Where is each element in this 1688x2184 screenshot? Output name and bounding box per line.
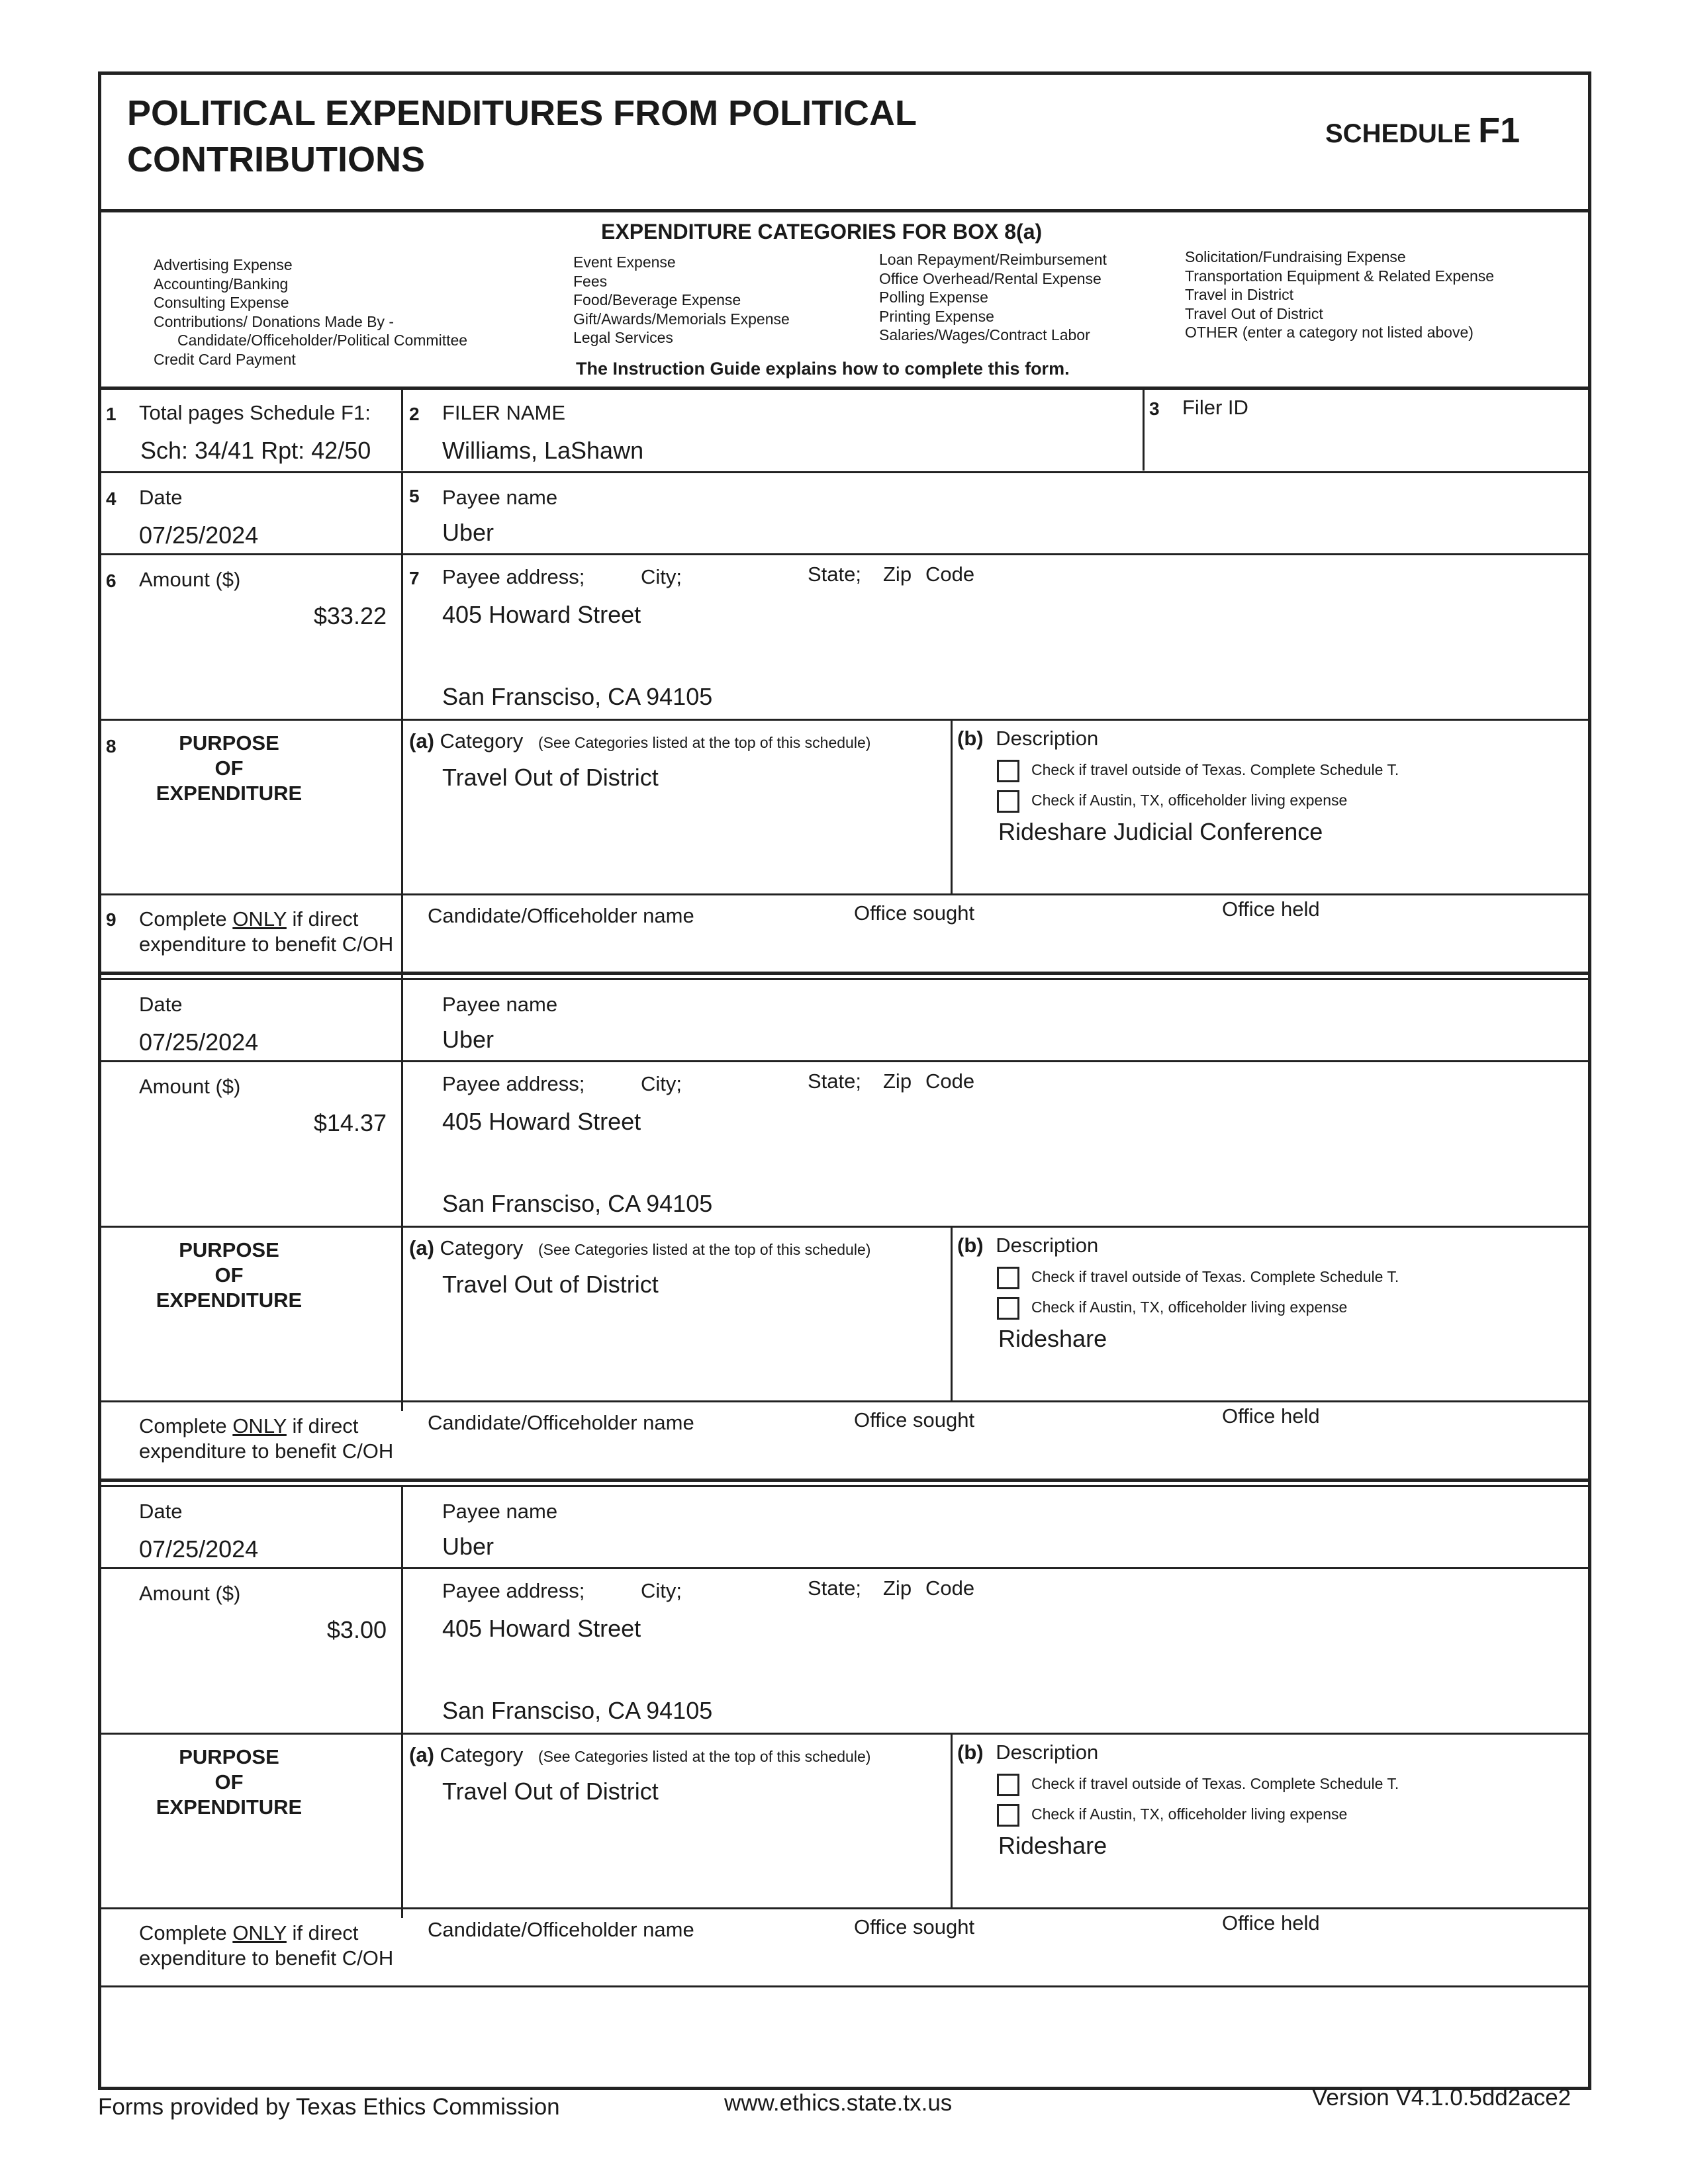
austin-living-expense-checkbox[interactable] xyxy=(997,1804,1019,1827)
categories-col2: Event Expense Fees Food/Beverage Expense Gift/Awards/Memorials Expense Legal Services xyxy=(573,253,790,346)
entry2-address1: 405 Howard Street xyxy=(442,1108,641,1135)
date-label: Date xyxy=(139,486,183,509)
entry1-payee: Uber xyxy=(442,519,494,546)
form-title: POLITICAL EXPENDITURES FROM POLITICAL CONTRIBUTIONS xyxy=(127,93,917,179)
total-pages-label: Total pages Schedule F1: xyxy=(139,401,371,424)
travel-outside-texas-checkbox[interactable] xyxy=(997,1267,1019,1289)
entry1-description: Rideshare Judicial Conference xyxy=(998,818,1323,845)
categories-col3: Loan Repayment/Reimbursement Office Overhead/Rental Expense Polling Expense Printing Expense Salaries/Wages/Contract Labor xyxy=(879,251,1107,343)
entry3-address1: 405 Howard Street xyxy=(442,1615,641,1642)
filer-id-label: Filer ID xyxy=(1182,396,1248,419)
filer-name-value: Williams, LaShawn xyxy=(442,437,644,464)
direct-expenditure-note: Complete ONLY if direct expenditure to benefit C/OH xyxy=(139,907,394,956)
footer-version: Version V4.1.0.5dd2ace2 xyxy=(1312,2085,1571,2111)
categories-col4: Solicitation/Fundraising Expense Transportation Equipment & Related Expense Travel in District Travel Out of District OTHER (enter a category not listed above) xyxy=(1185,248,1495,341)
entry2-payee: Uber xyxy=(442,1026,494,1053)
payee-address-label: Payee address; xyxy=(442,565,585,588)
entry1-amount: $33.22 xyxy=(313,602,387,629)
total-pages-value: Sch: 34/41 Rpt: 42/50 xyxy=(140,437,371,464)
footer-provider: Forms provided by Texas Ethics Commission xyxy=(98,2094,560,2120)
austin-living-expense-checkbox[interactable] xyxy=(997,790,1019,813)
direct-expenditure-note: Complete ONLY if direct expenditure to benefit C/OH xyxy=(139,1414,394,1463)
entry3-description: Rideshare xyxy=(998,1832,1107,1859)
entry3-payee: Uber xyxy=(442,1533,494,1560)
schedule-code: SCHEDULE F1 xyxy=(1325,111,1521,150)
purpose-label: PURPOSE OF EXPENDITURE xyxy=(156,1745,303,1819)
entry1-date: 07/25/2024 xyxy=(139,522,259,549)
instruction-guide-note: The Instruction Guide explains how to complete this form. xyxy=(576,359,1070,379)
austin-living-expense-checkbox[interactable] xyxy=(997,1297,1019,1320)
entry1-address2: San Fransciso, CA 94105 xyxy=(442,683,713,710)
entry2-date: 07/25/2024 xyxy=(139,1028,259,1056)
entry3-address2: San Fransciso, CA 94105 xyxy=(442,1697,713,1724)
entry3-date: 07/25/2024 xyxy=(139,1535,259,1563)
direct-expenditure-note: Complete ONLY if direct expenditure to benefit C/OH xyxy=(139,1921,394,1970)
categories-heading: EXPENDITURE CATEGORIES FOR BOX 8(a) xyxy=(601,220,1043,244)
entry3-amount: $3.00 xyxy=(326,1616,387,1643)
divider xyxy=(99,387,1590,390)
filer-name-label: FILER NAME xyxy=(442,401,566,424)
entry2-amount: $14.37 xyxy=(313,1109,387,1136)
entry1-category: Travel Out of District xyxy=(442,764,659,791)
payee-name-label: Payee name xyxy=(442,486,558,509)
categories-col1: Advertising Expense Accounting/Banking Consulting Expense Contributions/ Donations Made By - Candidate/Officeholder/Political Committee Credit Card Payment xyxy=(154,256,468,368)
divider xyxy=(99,209,1590,212)
purpose-label: PURPOSE OF EXPENDITURE xyxy=(156,1238,303,1312)
entry3-category: Travel Out of District xyxy=(442,1778,659,1805)
entry2-category: Travel Out of District xyxy=(442,1271,659,1298)
entry2-description: Rideshare xyxy=(998,1325,1107,1352)
amount-label: Amount ($) xyxy=(139,568,241,591)
purpose-label: PURPOSE OF EXPENDITURE xyxy=(156,731,303,805)
entry1-address1: 405 Howard Street xyxy=(442,601,641,628)
travel-outside-texas-checkbox[interactable] xyxy=(997,760,1019,782)
footer-website[interactable]: www.ethics.state.tx.us xyxy=(724,2090,953,2116)
entry2-address2: San Fransciso, CA 94105 xyxy=(442,1190,713,1217)
travel-outside-texas-checkbox[interactable] xyxy=(997,1774,1019,1796)
